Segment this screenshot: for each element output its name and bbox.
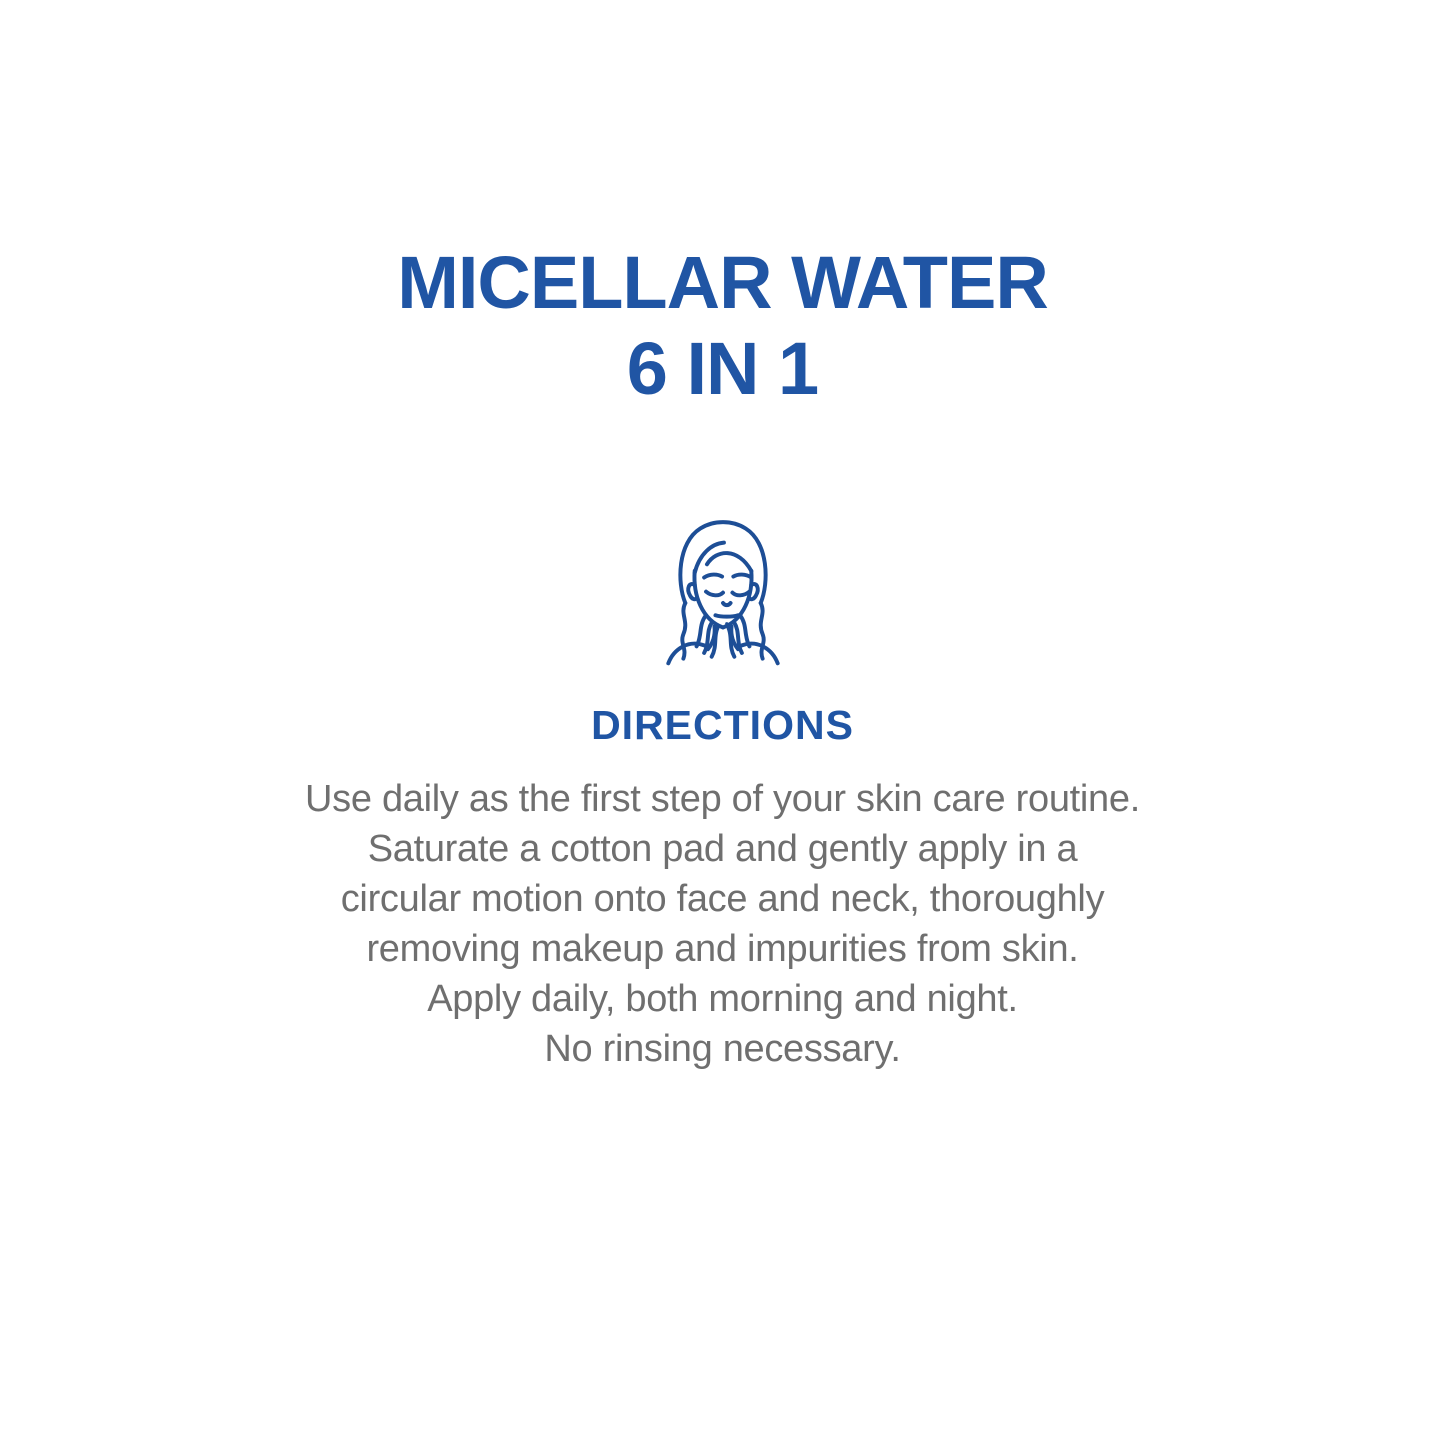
directions-line: Use daily as the first step of your skin care routine. [305,778,1140,820]
directions-line: circular motion onto face and neck, thoroughly [340,878,1105,920]
directions-line: No rinsing necessary. [544,1028,901,1070]
directions-text [173,774,1273,1074]
product-title-line2: 6 IN 1 [626,327,819,410]
directions-line: Saturate a cotton pad and gently apply in a [367,828,1078,870]
directions-line: removing makeup and impurities from skin. [366,928,1079,970]
product-title [0,0,1445,412]
directions-heading: DIRECTIONS [591,702,854,748]
woman-face-skincare-icon [0,504,1445,668]
directions-line: Apply daily, both morning and night. [427,978,1018,1020]
product-title-line1: MICELLAR WATER [397,241,1048,324]
